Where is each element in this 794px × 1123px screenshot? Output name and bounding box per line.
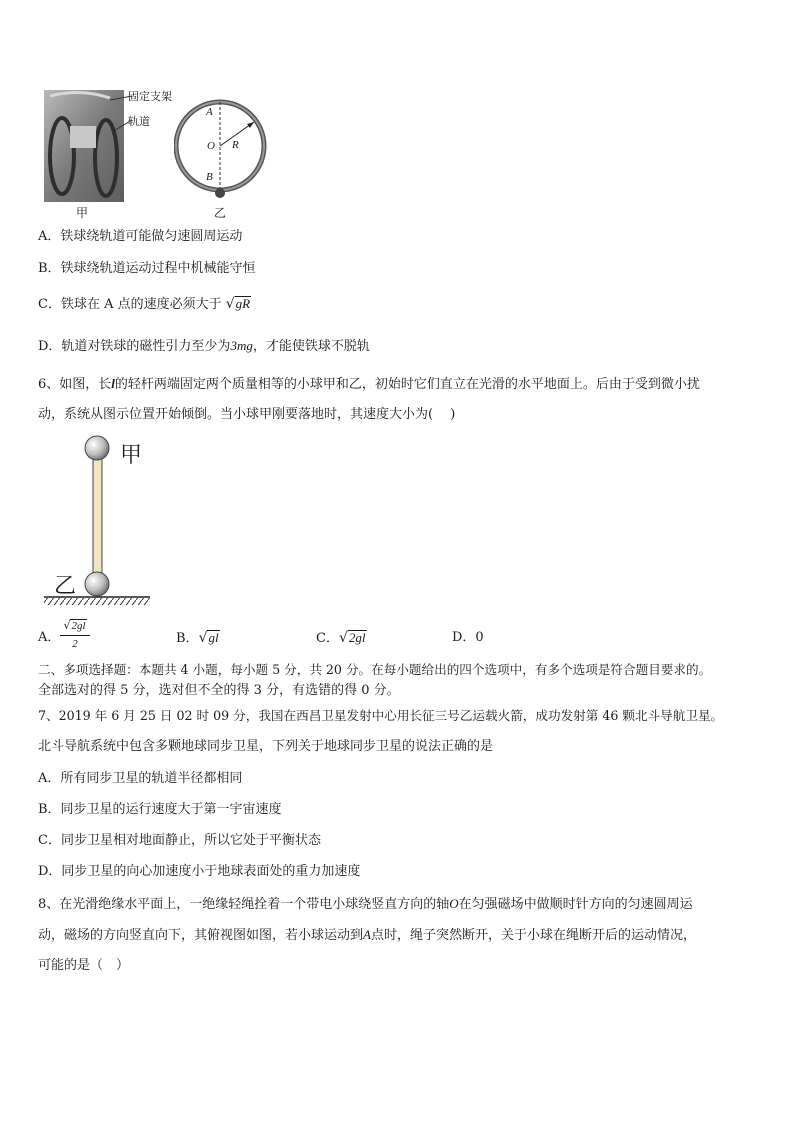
q6-option-a-den: 2 — [72, 638, 78, 650]
q7-option-b: B．同步卫星的运行速度大于第一宇宙速度 — [38, 802, 282, 817]
q6-line-2: 动，系统从图示位置开始倾倒。当小球甲刚要落地时，其速度大小为( ) — [38, 407, 456, 422]
q6-option-c-label: C． — [316, 631, 339, 646]
q6-option-a-num: 2gl — [71, 620, 86, 632]
q5-option-c-text: C．铁球在 A 点的速度必须大于 — [38, 297, 222, 312]
figure-rod — [40, 432, 170, 610]
q7-option-d: D．同步卫星的向心加速度小于地球表面处的重力加速度 — [38, 864, 361, 879]
q8-line-3: 可能的是（ ） — [38, 958, 130, 973]
q8-text-a: 8、在光滑绝缘水平面上，一绝缘轻绳拴着一个带电小球绕竖直方向的轴 — [38, 897, 450, 912]
q8-var-o: O — [449, 896, 459, 911]
q6-option-a-frac — [60, 618, 90, 652]
section-2-line-2: 全部选对的得 5 分，选对但不全的得 3 分，有选错的得 0 分。 — [38, 683, 400, 698]
caption-jia: 甲 — [76, 206, 89, 220]
label-A: A — [206, 106, 213, 118]
q7-option-c: C．同步卫星相对地面静止，所以它处于平衡状态 — [38, 833, 321, 848]
label-R: R — [232, 139, 239, 151]
q8-line-1 — [38, 896, 693, 913]
label-jia: 甲 — [120, 443, 143, 468]
sqrt-symbol: √ — [198, 630, 208, 646]
q5-option-d-math: 3mg — [230, 338, 253, 353]
q5-option-d-suffix: ，才能使铁球不脱轨 — [252, 339, 370, 354]
q6-var-l: l — [111, 376, 115, 391]
section-2-line-1: 二、多项选择题：本题共 4 小题，每小题 5 分，共 20 分。在每小题给出的四个选项中，有多个选项是符合题目要求的。 — [38, 662, 712, 677]
q5-option-c — [38, 296, 251, 313]
q5-option-b: B．铁球绕轨道运动过程中机械能守恒 — [38, 261, 256, 276]
sqrt-symbol: √ — [338, 630, 348, 646]
label-track: 轨道 — [128, 115, 150, 128]
sqrt-symbol: √ — [225, 296, 235, 312]
q5-option-c-math: gR — [235, 296, 251, 311]
figure-1 — [40, 86, 280, 221]
q6-option-c-math: 2gl — [348, 630, 366, 645]
caption-yi: 乙 — [214, 206, 227, 220]
q7-line-2: 北斗导航系统中包含多颗地球同步卫星，下列关于地球同步卫星的说法正确的是 — [38, 739, 494, 754]
q6-line-1 — [38, 376, 700, 393]
label-B: B — [206, 171, 213, 183]
q6-option-a-label: A． — [38, 630, 61, 645]
label-O: O — [207, 140, 215, 152]
q8-text-c: 动，磁场的方向竖直向下，其俯视图如图，若小球运动到 — [38, 928, 364, 943]
q5-option-d — [38, 338, 370, 355]
q6-option-b-label: B． — [176, 631, 199, 646]
q8-var-a: A — [363, 927, 371, 942]
q6-option-d: D．0 — [452, 630, 484, 645]
q6-option-c — [316, 630, 367, 647]
label-bracket: 固定支架 — [128, 90, 172, 103]
track-diagram — [174, 96, 274, 206]
q8-text-b: 在匀强磁场中做顺时针方向的匀速圆周运 — [458, 897, 693, 912]
q8-text-d: 点时，绳子突然断开，关于小球在绳断开后的运动情况， — [370, 928, 696, 943]
sqrt-symbol: √ — [63, 619, 71, 632]
q6-option-b — [176, 630, 220, 647]
q7-option-a: A．所有同步卫星的轨道半径都相同 — [38, 771, 243, 786]
q8-line-2 — [38, 927, 696, 944]
q6-text-b: 的轻杆两端固定两个质量相等的小球甲和乙，初始时它们直立在光滑的水平地面上。后由于受到微小扰 — [114, 377, 700, 392]
q6-option-b-math: gl — [208, 630, 219, 645]
label-yi: 乙 — [54, 574, 77, 599]
q6-text-a: 6、如图，长 — [38, 377, 112, 392]
q5-option-a: A．铁球绕轨道可能做匀速圆周运动 — [38, 229, 243, 244]
q5-option-d-text: D．轨道对铁球的磁性引力至少为 — [38, 339, 231, 354]
q7-line-1: 7、2019 年 6 月 25 日 02 时 09 分，我国在西昌卫星发射中心用长征三号乙运载火箭，成功发射第 46 颗北斗导航卫星。 — [38, 708, 724, 723]
